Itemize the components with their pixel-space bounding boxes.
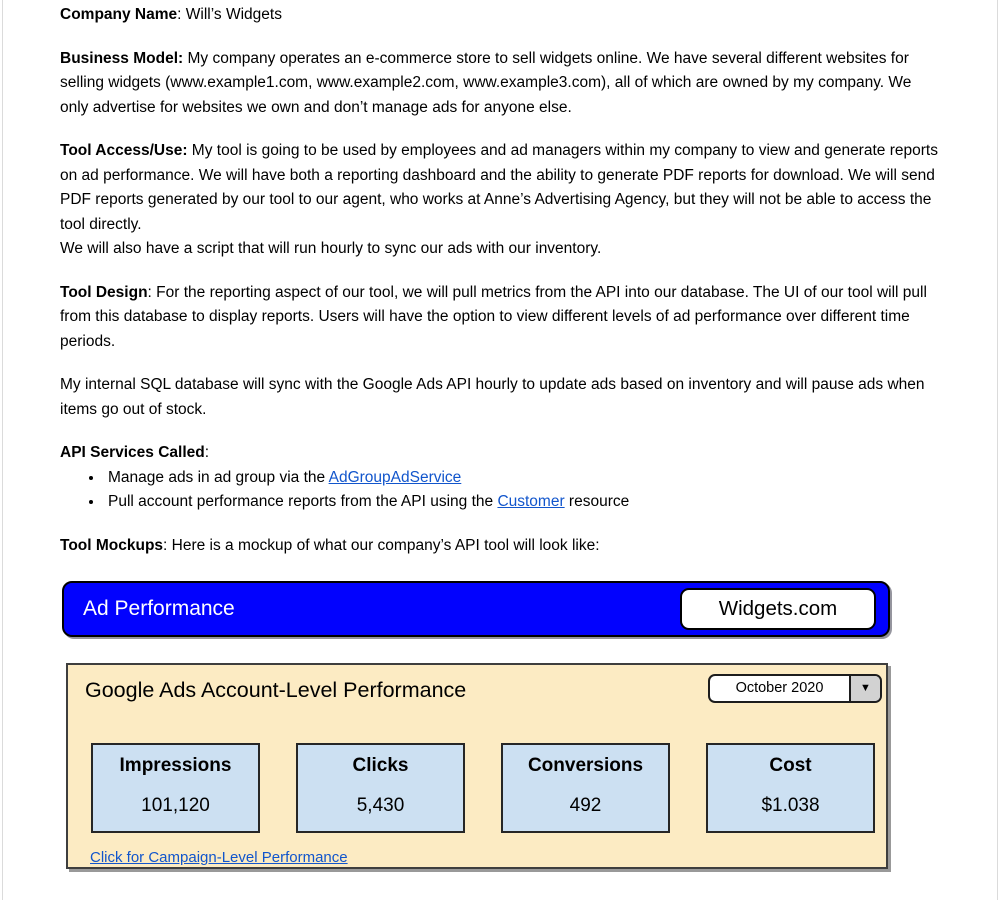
api-services-heading: [60, 441, 938, 466]
business-model-text: My company operates an e-commerce store to sell widgets online. We have several different websites for selling widgets (www.example1.com, www.example2.com, www.example3.com), all of which are owned by my company. We only advertise for websites we own and don’t manage ads for anyone else.: [60, 49, 912, 116]
company-name-value: : Will’s Widgets: [177, 6, 282, 23]
metric-label: Conversions: [527, 755, 644, 776]
bullet-text: resource: [564, 493, 630, 510]
date-range-value: October 2020: [735, 680, 824, 697]
customer-link[interactable]: Customer: [497, 493, 565, 510]
list-item: [104, 466, 938, 491]
page-left-edge: [2, 0, 3, 900]
mockup-header-banner: [62, 581, 890, 637]
api-services-list: [60, 466, 938, 515]
tool-design-text: : For the reporting aspect of our tool, we will pull metrics from the API into our database. The UI of our tool will pull from this database to display reports. Users will have the option to view different levels of ad performance over different time periods.: [60, 283, 927, 350]
adgroupadservice-link[interactable]: AdGroupAdService: [328, 468, 462, 486]
metric-value: 101,120: [141, 794, 210, 816]
widgets-site-button-label: Widgets.com: [718, 596, 838, 620]
business-model-label: Business Model:: [60, 49, 184, 67]
metric-label: Impressions: [119, 755, 232, 776]
tool-access-text: My tool is going to be used by employees and ad managers within my company to view and generate reports on ad performance. We will have both a reporting dashboard and the ability to generate PDF reports for download. We will send PDF reports generated by our tool to our agent, who works at Anne’s Advertising Agency, but they will not be able to access the tool directly.: [60, 142, 938, 233]
panel-title: Google Ads Account-Level Performance: [85, 678, 467, 702]
company-name-line: [60, 3, 938, 28]
metric-value: 5,430: [356, 794, 405, 816]
tool-access-script-note: We will also have a script that will run hourly to sync our ads with our inventory.: [60, 240, 602, 257]
tool-mockups-label: Tool Mockups: [60, 536, 164, 554]
account-performance-panel: [66, 663, 888, 869]
company-name-label: Company Name: [60, 6, 178, 23]
api-services-label: API Services Called: [60, 444, 205, 461]
bullet-text: Manage ads in ad group via the: [108, 468, 329, 486]
metric-label: Cost: [769, 755, 812, 776]
tool-access-paragraph: [60, 139, 938, 262]
list-item: [104, 490, 938, 515]
tool-access-label: Tool Access/Use:: [60, 142, 188, 159]
mockup-app-title: Ad Performance: [83, 596, 235, 620]
tool-design-label: Tool Design: [60, 283, 148, 301]
dropdown-arrow-button[interactable]: [849, 676, 880, 701]
metric-card-cost: [706, 743, 875, 833]
api-services-colon: :: [204, 444, 210, 461]
document-body: [60, 0, 938, 869]
bullet-text: Pull account performance reports from the API using the: [108, 493, 498, 510]
tool-mockups-line: [60, 534, 938, 559]
chevron-down-icon: ▼: [860, 682, 871, 695]
tool-design-paragraph: [60, 281, 938, 355]
page-right-edge: [997, 0, 998, 900]
metric-label: Clicks: [352, 755, 409, 776]
business-model-paragraph: [60, 47, 938, 121]
metric-card-clicks: [296, 743, 465, 833]
metric-value: $1.038: [761, 794, 820, 816]
metric-card-conversions: [501, 743, 670, 833]
metric-value: 492: [569, 794, 602, 816]
date-range-dropdown[interactable]: [708, 674, 882, 703]
tool-mockups-text: : Here is a mockup of what our company’s API tool will look like:: [163, 536, 600, 554]
metric-card-impressions: [91, 743, 260, 833]
widgets-site-button[interactable]: [680, 588, 876, 630]
metrics-row: [91, 743, 875, 833]
campaign-level-performance-link[interactable]: Click for Campaign-Level Performance: [90, 849, 348, 866]
sql-sync-text: My internal SQL database will sync with the Google Ads API hourly to update ads based on inventory and will pause ads when items go out of stock.: [60, 376, 925, 418]
sql-sync-paragraph: [60, 373, 938, 422]
